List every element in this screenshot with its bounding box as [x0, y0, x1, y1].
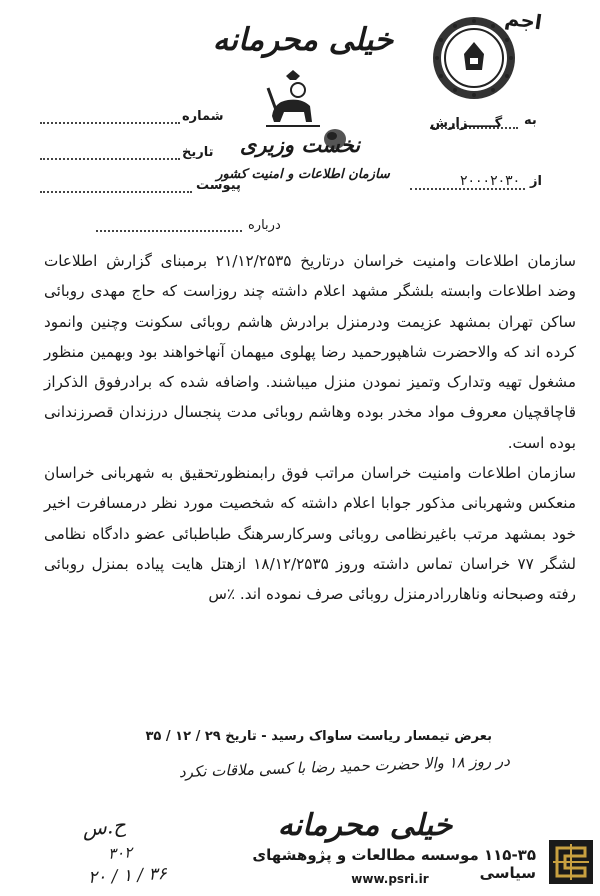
- subject-field-line: [96, 230, 242, 232]
- body-paragraph-1: سازمان اطلاعات وامنیت خراسان درتاریخ ۲۱/۱۲/۲۵۳۵ برمبنای گزارش اطلاعات وضد اطلاعات وابسته بلشگر مشهد اعلام داشته چند روزاست که حاج مهدی روبائی ساکن تهران بمشهد عزیمت ودرمنزل برادرش هاشم روبائی سکونت وچنین وانمود کرده اند که والاحضرت شاهپورحمید رضا پهلوی میهمان آنهاخواهند بود وبهمین منظور مشغول تهیه وتدارک وتمیز نمودن منزل میباشند. واضافه شده که برادرفوق الذکراز قاچاقچیان معروف مواد مخدر بوده وهاشم روبائی مدت پنجسال درزندان قصرزندانی بوده است.: [44, 252, 577, 452]
- from-value: ۲۰۰۰۲۰۳۰: [460, 173, 521, 189]
- classification-bottom: خیلی محرمانه: [277, 808, 453, 843]
- corner-mark: اجم: [503, 5, 544, 35]
- report-body: [44, 246, 576, 610]
- organization-subtitle: سازمان اطلاعات و امنیت کشور: [216, 167, 390, 182]
- body-paragraph-2: سازمان اطلاعات وامنیت خراسان مراتب فوق رابمنظورتحقیق به شهربانی خراسان منعکس وشهربانی مذکور جوابا اعلام داشته که شخصیت مورد نظر درمسافرت اخیر خود بمشهد مرتب باغیرنظامی روبائی وسرکارسرهنگ طباطبائی عضو دادگاه نظامی لشگر ۷۷ خراسان تماس داشته وروز ۱۸/۱۲/۲۵۳۵ ازهتل هایت پیاده بمنزل روبائی رفته وصبحانه وناهاررادرمنزل روبائی صرف نموده اند. ٪س: [44, 464, 576, 604]
- number-label: شماره: [182, 109, 224, 124]
- handwritten-date: ۲۰ / ۱ / ۳۶: [87, 863, 168, 889]
- handwritten-signature: ح.س: [80, 812, 127, 842]
- footer-code: ۱۱۵-۳۵: [483, 846, 536, 864]
- attachment-field-line: [40, 191, 192, 193]
- date-label: تاریخ: [182, 145, 214, 160]
- to-label: به: [524, 113, 537, 128]
- attachment-label: پیوست: [196, 178, 241, 193]
- classification-top: خیلی محرمانه: [212, 22, 394, 58]
- handwritten-number: ۳۰۲: [107, 843, 133, 863]
- number-field-line: [40, 122, 180, 124]
- footer-institute: موسسه مطالعات و پژوهشهای سیاسی: [252, 846, 536, 882]
- lion-and-sun-emblem-icon: [262, 70, 324, 132]
- footer-url: www.psri.ir: [351, 872, 429, 886]
- subject-label: درباره: [248, 218, 281, 233]
- report-label: گــــــزارش: [430, 116, 503, 131]
- receipt-stamp-line: بعرض تیمسار ریاست ساواک رسید - تاریخ ۲۹ / ۱۲ / ۳۵: [145, 729, 492, 744]
- from-label: از: [530, 174, 542, 189]
- date-field-line: [40, 158, 180, 160]
- handwritten-margin-note: در روز ۱۸ والا حضرت حمید رضا با کسی ملاقات نکرد: [178, 751, 511, 782]
- ministry-title: نخست وزیری: [239, 132, 361, 157]
- institute-logo-icon: [549, 840, 593, 884]
